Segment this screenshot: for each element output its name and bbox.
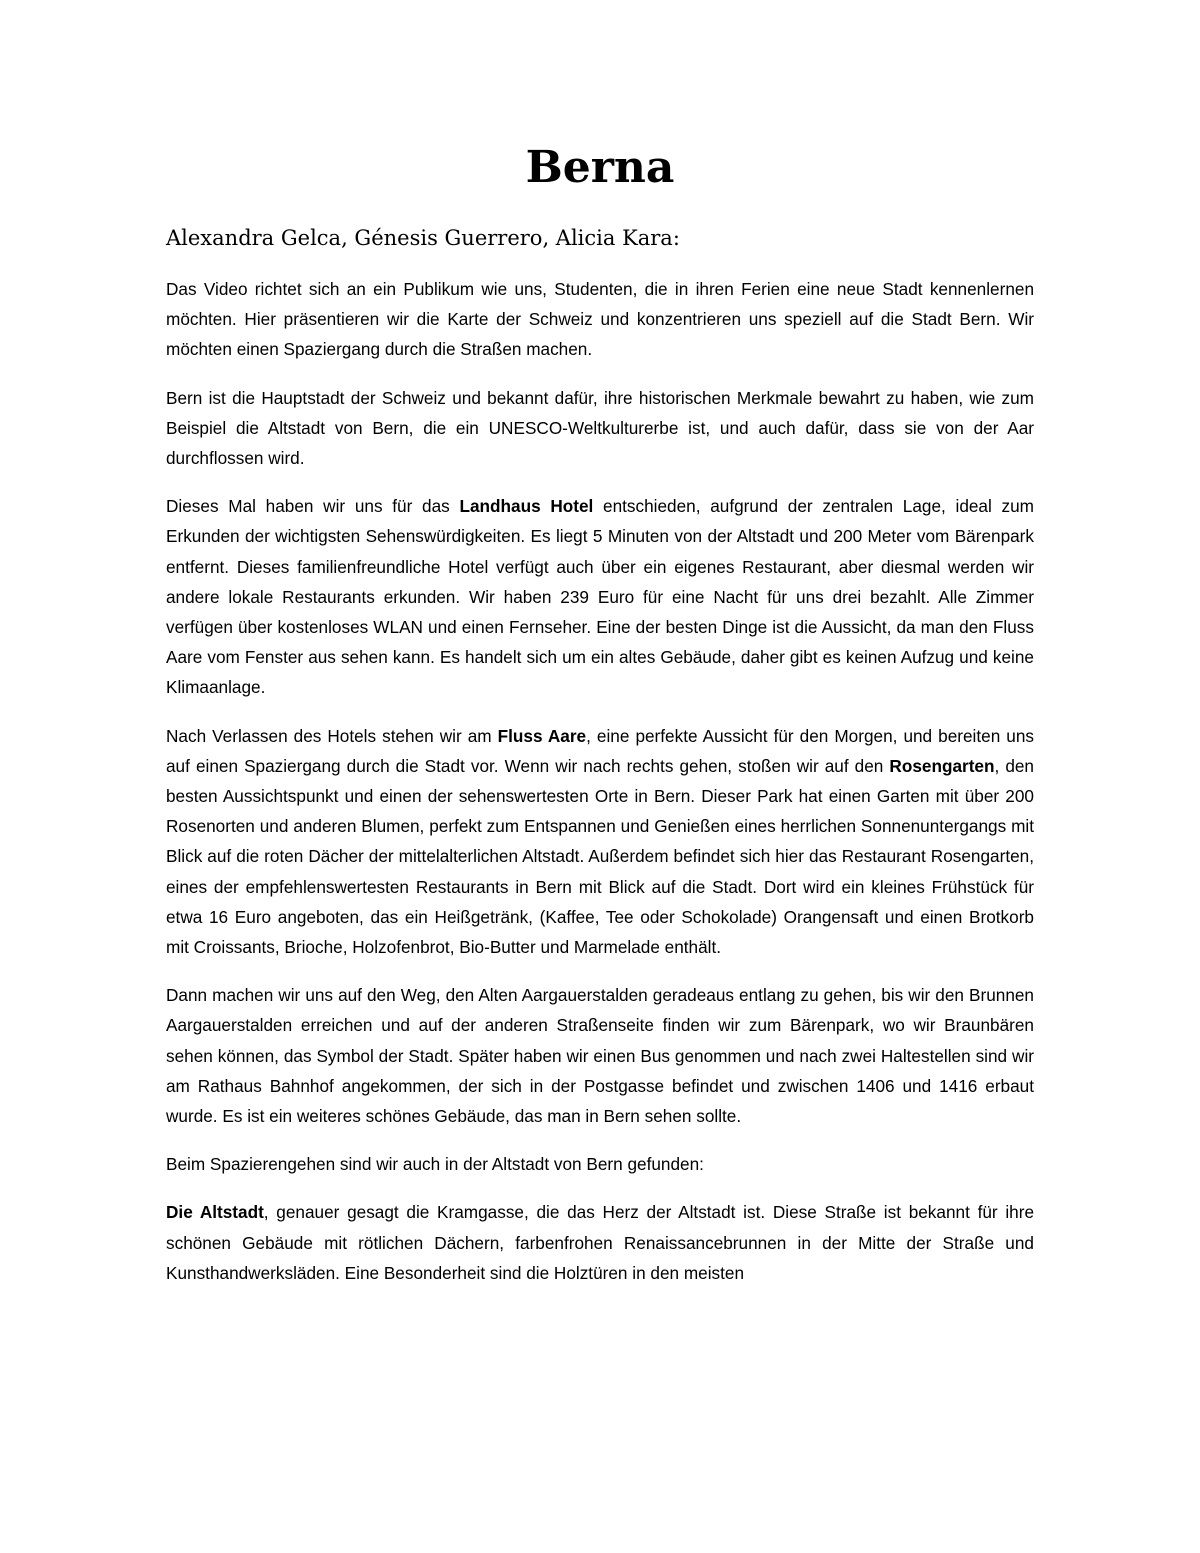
paragraph-text: , den besten Aussichtspunkt und einen der sehenswertesten Orte in Bern. Dieser Park hat einen Garten mit über 200 Rosenorten und anderen Blumen, perfekt zum Entspannen und Genießen eines herrlichen Sonnenuntergangs mit Blick auf die roten Dächer der mittelalterlichen Altstadt. Außerdem befindet sich hier das Restaurant Rosengarten, eines der empfehlenswertesten Restaurants in Bern mit Blick auf die Stadt. Dort wird ein kleines Frühstück für etwa 16 Euro angeboten, das ein Heißgetränk, (Kaffee, Tee oder Schokolade) Orangensaft und einen Brotkorb mit Croissants, Brioche, Holzofenbrot, Bio-Butter und Marmelade enthält.	[166, 755, 1034, 958]
bold-term-die-altstadt: Die Altstadt	[166, 1202, 264, 1223]
paragraph-intro	[166, 274, 1034, 365]
paragraph-text: Bern ist die Hauptstadt der Schweiz und bekannt dafür, ihre historischen Merkmale bewahrt zu haben, wie zum Beispiel die Altstadt von Bern, die ein UNESCO-Weltkulturerbe ist, und auch dafür, dass sie von der Aar durchflossen wird.	[166, 387, 1034, 469]
paragraph-baerenpark	[166, 980, 1034, 1131]
paragraph-text: Beim Spazierengehen sind wir auch in der Altstadt von Bern gefunden:	[166, 1154, 704, 1175]
paragraph-bern	[166, 383, 1034, 474]
paragraph-text: entschieden, aufgrund der zentralen Lage, ideal zum Erkunden der wichtigsten Sehenswürdigkeiten. Es liegt 5 Minuten von der Altstadt und 200 Meter vom Bärenpark entfernt. Dieses familienfreundliche Hotel verfügt auch über ein eigenes Restaurant, aber diesmal werden wir andere lokale Restaurants erkunden. Wir haben 239 Euro für eine Nacht für uns drei bezahlt. Alle Zimmer verfügen über kostenloses WLAN und einen Fernseher. Eine der besten Dinge ist die Aussicht, da man den Fluss Aare vom Fenster aus sehen kann. Es handelt sich um ein altes Gebäude, daher gibt es keinen Aufzug und keine Klimaanlage.	[166, 496, 1034, 698]
paragraph-text: Nach Verlassen des Hotels stehen wir am	[166, 725, 498, 746]
paragraph-walk	[166, 1149, 1034, 1179]
bold-term-rosengarten: Rosengarten	[889, 755, 995, 776]
paragraph-aare-rosengarten	[166, 721, 1034, 963]
paragraph-altstadt	[166, 1197, 1034, 1288]
bold-term-fluss-aare: Fluss Aare	[497, 725, 587, 746]
paragraph-text: , eine perfekte Aussicht für den Morgen, und bereiten uns auf einen Spaziergang durch die Stadt vor. Wenn wir nach rechts gehen, stoßen wir auf den	[166, 725, 1034, 776]
document-title: Berna	[525, 142, 675, 193]
paragraph-text: Dieses Mal haben wir uns für das	[166, 496, 460, 517]
paragraph-text: , genauer gesagt die Kramgasse, die das Herz der Altstadt ist. Diese Straße ist bekannt für ihre schönen Gebäude mit rötlichen Dächern, farbenfrohen Renaissancebrunnen in der Mitte der Straße und Kunsthandwerksläden. Eine Besonderheit sind die Holztüren in den meisten	[166, 1202, 1034, 1283]
bold-term-landhaus-hotel: Landhaus Hotel	[459, 496, 594, 517]
paragraph-text: Dann machen wir uns auf den Weg, den Alten Aargauerstalden geradeaus entlang zu gehen, bis wir den Brunnen Aargauerstalden erreichen und auf der anderen Straßenseite finden wir zum Bärenpark, wo wir Braunbären sehen können, das Symbol der Stadt. Später haben wir einen Bus genommen und nach zwei Haltestellen sind wir am Rathaus Bahnhof angekommen, der sich in der Postgasse befindet und zwischen 1406 und 1416 erbaut wurde. Es ist ein weiteres schönes Gebäude, das man in Bern sehen sollte.	[166, 985, 1034, 1127]
paragraph-hotel	[166, 491, 1034, 702]
paragraph-text: Das Video richtet sich an ein Publikum wie uns, Studenten, die in ihren Ferien eine neue Stadt kennenlernen möchten. Hier präsentieren wir die Karte der Schweiz und konzentrieren uns speziell auf die Stadt Bern. Wir möchten einen Spaziergang durch die Straßen machen.	[166, 279, 1034, 360]
document-body	[166, 274, 1034, 1288]
document-authors: Alexandra Gelca, Génesis Guerrero, Alicia Kara:	[166, 226, 680, 250]
